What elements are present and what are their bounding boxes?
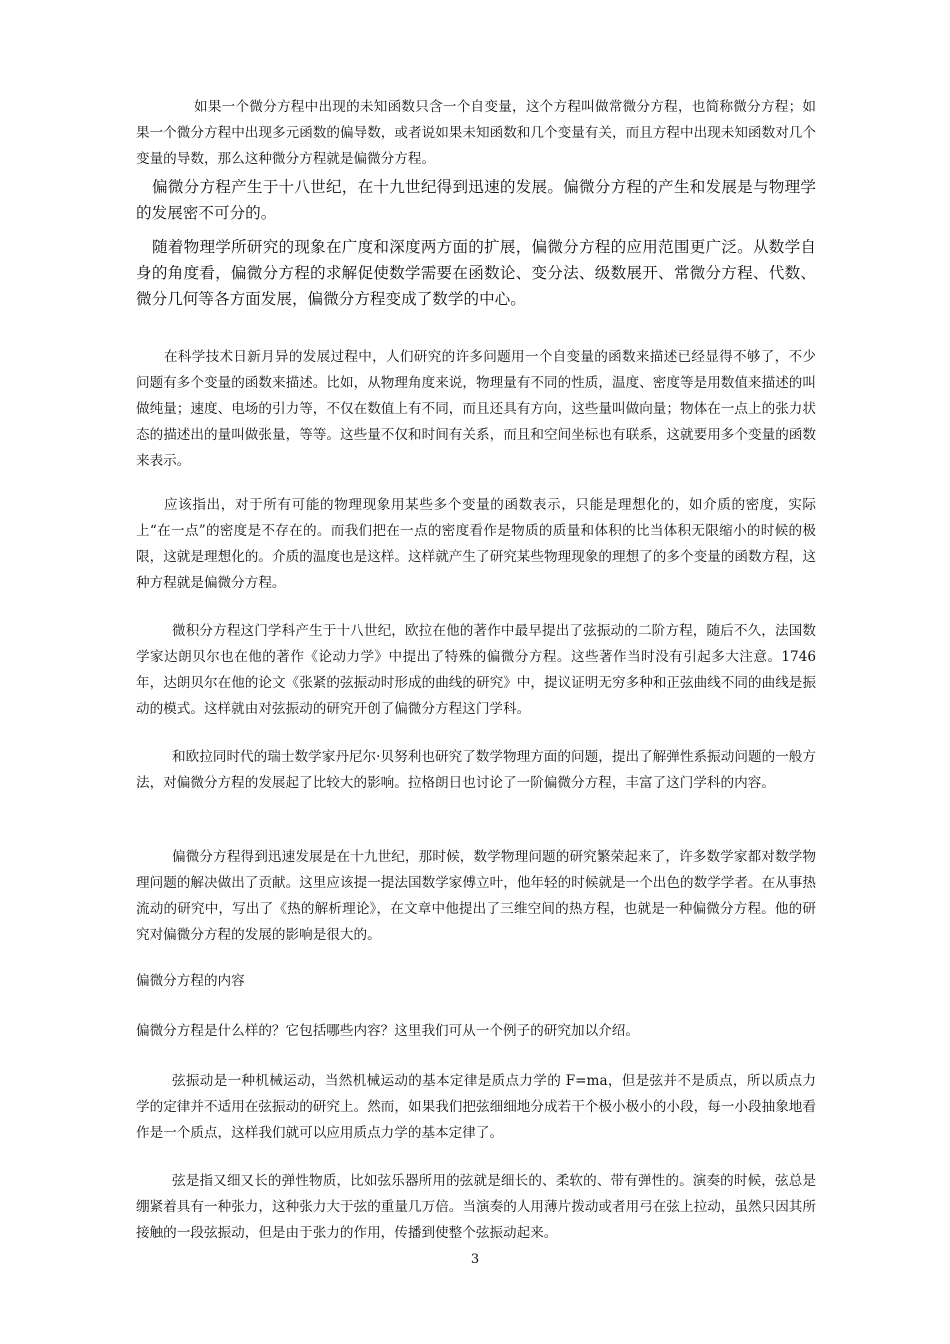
paragraph-fourier: 偏微分方程得到迅速发展是在十九世纪，那时候，数学物理问题的研究繁荣起来了，许多数学家都对数学物理问题的解决做出了贡献。这里应该提一提法国数学家傅立叶，他年轻的时候就是一个出色的数学学者。在从事热流动的研究中，写出了《热的解析理论》，在文章中他提出了三维空间的热方程，也就是一种偏微分方程。他的研究对偏微分方程的发展的影响是很大的。 — [136, 849, 816, 943]
paragraph-string-vibration: 弦振动是一种机械运动，当然机械运动的基本定律是质点力学的 F=ma，但是弦并不是质点，所以质点力学的定律并不适用在弦振动的研究上。然而，如果我们把弦细细地分成若干个极小极小的小段，每一小段抽象地看作是一个质点，这样我们就可以应用质点力学的基本定律了。 — [136, 1073, 816, 1141]
paragraph-origin: 偏微分方程产生于十八世纪，在十九世纪得到迅速的发展。偏微分方程的产生和发展是与物理学的发展密不可分的。 — [136, 178, 816, 222]
paragraph-applications: 随着物理学所研究的现象在广度和深度两方面的扩展，偏微分方程的应用范围更广泛。从数学自身的角度看，偏微分方程的求解促使数学需要在函数论、变分法、级数展开、常微分方程、代数、微分几何等各方面发展，偏微分方程变成了数学的中心。 — [136, 238, 816, 308]
paragraph-string-definition: 弦是指又细又长的弹性物质，比如弦乐器所用的弦就是细长的、柔软的、带有弹性的。演奏的时候，弦总是绷紧着具有一种张力，这种张力大于弦的重量几万倍。当演奏的人用薄片拨动或者用弓在弦上拉动，虽然只因其所接触的一段弦振动，但是由于张力的作用，传播到使整个弦振动起来。 — [136, 1173, 816, 1241]
section-heading: 偏微分方程的内容 — [136, 973, 245, 989]
paragraph-bernoulli: 和欧拉同时代的瑞士数学家丹尼尔·贝努利也研究了数学物理方面的问题，提出了解弹性系振动问题的一般方法，对偏微分方程的发展起了比较大的影响。拉格朗日也讨论了一阶偏微分方程，丰富了这门学科的内容。 — [136, 749, 816, 791]
paragraph-idealization: 应该指出，对于所有可能的物理现象用某些多个变量的函数表示，只能是理想化的，如介质的密度，实际上“在一点”的密度是不存在的。而我们把在一点的密度看作是物质的质量和体积的比当体积无限缩小的时候的极限，这就是理想化的。介质的温度也是这样。这样就产生了研究某些物理现象的理想了的多个变量的函数方程，这种方程就是偏微分方程。 — [136, 497, 816, 591]
page-number: 3 — [470, 1252, 480, 1267]
paragraph-history-euler: 微积分方程这门学科产生于十八世纪，欧拉在他的著作中最早提出了弦振动的二阶方程，随后不久，法国数学家达朗贝尔也在他的著作《论动力学》中提出了特殊的偏微分方程。这些著作当时没有引起多大注意。1746 年，达朗贝尔在他的论文《张紧的弦振动时形成的曲线的研究》中，提议证明无穷多种和正弦曲线不同的曲线是振动的模式。这样就由对弦振动的研究开创了偏微分方程这门学科。 — [136, 623, 816, 717]
paragraph-intro-definition: 如果一个微分方程中出现的未知函数只含一个自变量，这个方程叫做常微分方程，也简称微分方程；如果一个微分方程中出现多元函数的偏导数，或者说如果未知函数和几个变量有关，而且方程中出现未知函数对几个变量的导数，那么这种微分方程就是偏微分方程。 — [136, 99, 816, 167]
paragraph-question: 偏微分方程是什么样的？它包括哪些内容？这里我们可从一个例子的研究加以介绍。 — [136, 1023, 639, 1039]
paragraph-multivariable: 在科学技术日新月异的发展过程中，人们研究的许多问题用一个自变量的函数来描述已经显得不够了，不少问题有多个变量的函数来描述。比如，从物理角度来说，物理量有不同的性质，温度、密度等是用数值来描述的叫做纯量；速度、电场的引力等，不仅在数值上有不同，而且还具有方向，这些量叫做向量；物体在一点上的张力状态的描述出的量叫做张量，等等。这些量不仅和时间有关系，而且和空间坐标也有联系，这就要用多个变量的函数来表示。 — [136, 349, 816, 469]
